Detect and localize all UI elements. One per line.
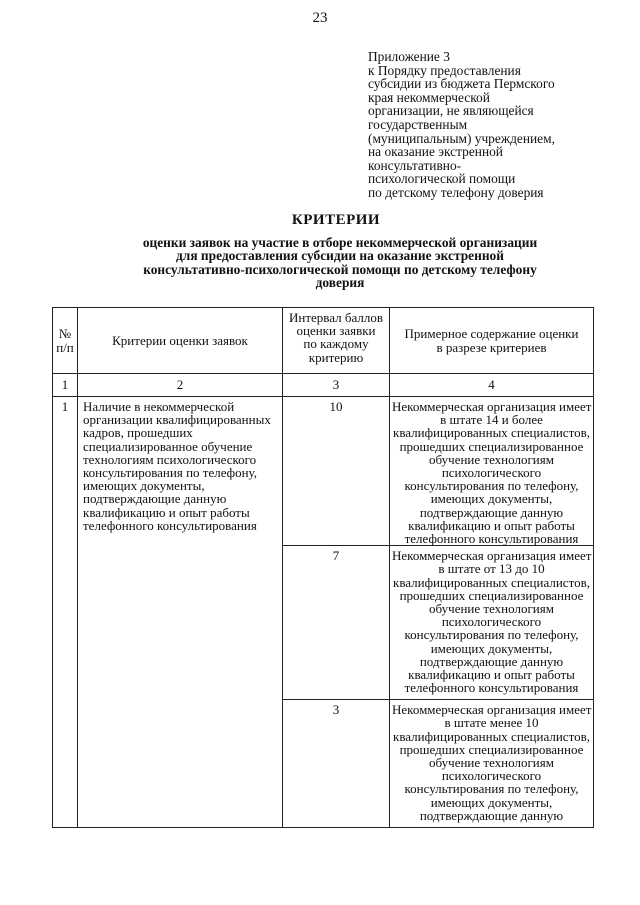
header-criteria xyxy=(78,308,283,374)
header-line: Примерное содержание оценки xyxy=(404,326,579,342)
column-number: 1 xyxy=(53,374,78,397)
description-cell xyxy=(390,700,594,828)
description-line: квалификацию и опыт работы xyxy=(408,517,575,533)
header-score-interval xyxy=(283,308,390,374)
description-line: в штате менее 10 xyxy=(444,715,539,731)
criterion-line: организации квалифицированных xyxy=(83,412,271,428)
description-line: квалификацию и опыт работы xyxy=(408,667,575,683)
appendix-line: на оказание экстренной xyxy=(368,144,503,160)
description-line: консультирования по телефону, xyxy=(404,478,579,494)
subtitle-line: доверия xyxy=(315,275,365,291)
description-cell xyxy=(390,397,594,546)
description-line: Некоммерческая организация имеет xyxy=(392,548,592,564)
column-number: 3 xyxy=(283,374,390,397)
criterion-cell xyxy=(78,397,283,828)
criterion-line: технологиям психологического xyxy=(83,451,257,467)
appendix-line: к Порядку предоставления xyxy=(368,62,521,78)
table-header-row xyxy=(53,308,594,374)
appendix-line: организации, не являющейся xyxy=(368,103,534,119)
description-line: консультирования по телефону, xyxy=(404,781,579,797)
criterion-line: имеющих документы, xyxy=(83,478,205,494)
description-line: обучение технологиям xyxy=(429,451,554,467)
description-line: подтверждающие данную xyxy=(419,807,564,823)
header-line: оценки заявки xyxy=(296,323,376,339)
table-row xyxy=(53,397,594,546)
header-line: в разрезе критериев xyxy=(436,339,547,355)
criterion-line: телефонного консультирования xyxy=(83,517,257,533)
description-line: квалифицированных специалистов, xyxy=(393,728,590,744)
criteria-table xyxy=(52,307,594,828)
description-line: телефонного консультирования xyxy=(404,680,579,696)
appendix-line: субсидии из бюджета Пермского xyxy=(368,76,555,92)
appendix-line: (муниципальным) учреждением, xyxy=(368,130,555,146)
description-line: психологического xyxy=(441,768,542,784)
description-line: прошедших специализированное xyxy=(399,438,584,454)
document-subtitle xyxy=(100,236,580,290)
subtitle-line: консультативно-психологической помощи по детскому телефону xyxy=(143,261,537,277)
subtitle-line: для предоставления субсидии на оказание экстренной xyxy=(176,248,504,264)
description-line: в штате от 13 до 10 xyxy=(438,561,545,577)
header-line: Интервал баллов xyxy=(289,310,383,325)
column-number: 2 xyxy=(78,374,283,397)
appendix-line: по детскому телефону доверия xyxy=(368,184,544,200)
header-line: по каждому xyxy=(303,336,369,352)
criterion-line: кадров, прошедших xyxy=(83,425,193,441)
header-line: п/п xyxy=(56,339,74,355)
description-line: подтверждающие данную xyxy=(419,504,564,520)
header-line: Критерии оценки заявок xyxy=(112,332,248,348)
description-line: прошедших специализированное xyxy=(399,741,584,757)
column-number: 4 xyxy=(390,374,594,397)
description-line: обучение технологиям xyxy=(429,755,554,771)
criterion-line: специализированное обучение xyxy=(83,438,253,454)
criterion-line: Наличие в некоммерческой xyxy=(83,399,235,414)
subtitle-line: оценки заявок на участие в отборе некоммерческой организации xyxy=(142,235,538,250)
appendix-line: психологической помощи xyxy=(368,171,516,187)
description-line: обучение технологиям xyxy=(429,601,554,617)
row-index: 1 xyxy=(53,397,78,828)
description-line: телефонного консультирования xyxy=(404,531,579,547)
description-line: имеющих документы, xyxy=(430,491,553,507)
score-cell: 3 xyxy=(283,700,390,828)
description-line: психологического xyxy=(441,465,542,481)
header-description xyxy=(390,308,594,374)
score-cell: 10 xyxy=(283,397,390,546)
description-line: консультирования по телефону, xyxy=(404,627,579,643)
header-line: критерию xyxy=(308,349,364,365)
document-title: КРИТЕРИИ xyxy=(291,212,381,228)
table-numbering-row xyxy=(53,374,594,397)
header-number xyxy=(53,308,78,374)
description-line: прошедших специализированное xyxy=(399,587,584,603)
description-line: в штате 14 и более xyxy=(440,412,543,428)
description-line: квалифицированных специалистов, xyxy=(393,574,590,590)
criterion-line: квалификацию и опыт работы xyxy=(83,504,250,520)
appendix-note xyxy=(368,50,618,200)
description-line: имеющих документы, xyxy=(430,794,553,810)
score-cell: 7 xyxy=(283,546,390,700)
description-cell xyxy=(390,546,594,700)
criterion-line: подтверждающие данную xyxy=(83,491,227,507)
description-line: Некоммерческая организация имеет xyxy=(392,702,592,718)
description-line: Некоммерческая организация имеет xyxy=(392,399,592,414)
appendix-line: консультативно- xyxy=(368,157,462,173)
page-number: 23 xyxy=(312,10,328,26)
appendix-line: края некоммерческой xyxy=(368,89,490,105)
appendix-line: Приложение 3 xyxy=(368,49,450,64)
description-line: имеющих документы, xyxy=(430,640,553,656)
header-line: № xyxy=(58,326,72,342)
appendix-line: государственным xyxy=(368,116,468,132)
description-line: квалифицированных специалистов, xyxy=(393,425,590,441)
description-line: психологического xyxy=(441,614,542,630)
description-line: подтверждающие данную xyxy=(419,653,564,669)
criterion-line: консультирования по телефону, xyxy=(83,465,257,481)
